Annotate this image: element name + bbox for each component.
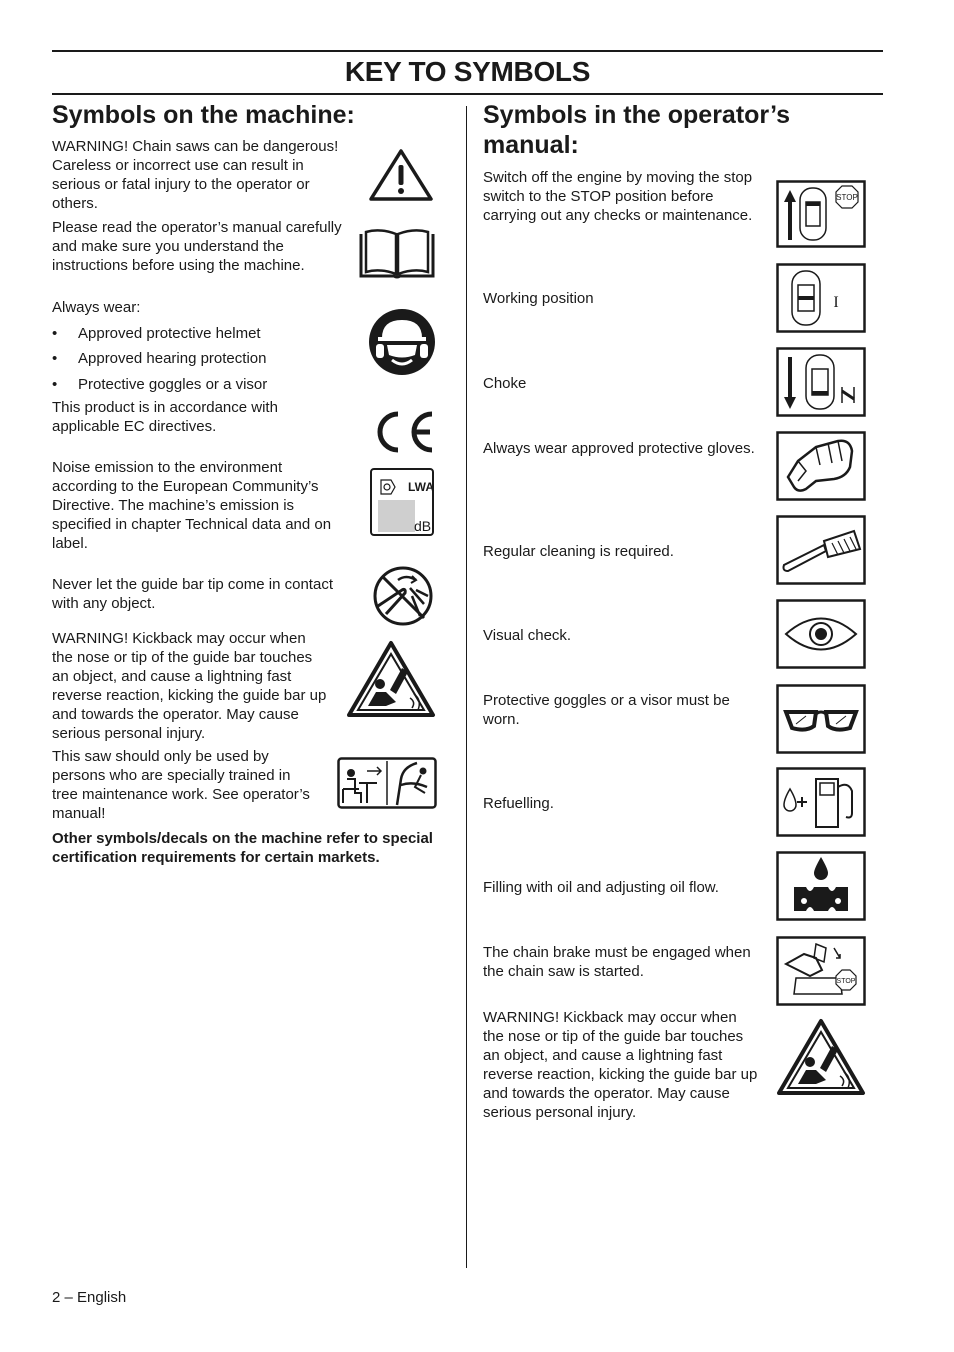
- always-wear-label: Always wear:: [52, 299, 141, 316]
- svg-text:STOP: STOP: [836, 193, 858, 202]
- svg-text:I: I: [833, 294, 839, 311]
- manual-item-text-cleaning: Regular cleaning is required.: [483, 543, 674, 560]
- kickback-warning-icon: [346, 640, 436, 718]
- kickback-text: WARNING! Kickback may occur when the nose or tip of the guide bar touches an object, and cause a lightning fast reverse reaction, kicking the guide bar up and towards the operator. May cause serious personal injury.: [52, 630, 327, 742]
- manual-text: Please read the operator’s manual carefully and make sure you understand the instructions before using the machine.: [52, 219, 342, 274]
- eye-icon: [776, 599, 866, 669]
- manual-item-text-gloves: Always wear approved protective gloves.: [483, 440, 755, 457]
- stop-switch-icon: [776, 180, 866, 248]
- manual-item-text-kickback: WARNING! Kickback may occur when the nose or tip of the guide bar touches an object, and cause a lightning fast reverse reaction, kicking the guide bar up and towards the operator. May cause serious personal injury.: [483, 1009, 758, 1121]
- noise-emission-label-icon: LWA dB: [370, 468, 434, 536]
- column-divider: [466, 106, 467, 1268]
- manual-item-text-oil: Filling with oil and adjusting oil flow.: [483, 879, 719, 896]
- working-position-icon: [776, 263, 866, 333]
- manual-item-text-choke: Choke: [483, 375, 527, 392]
- ce-mark-icon: [368, 408, 436, 456]
- chain-brake-icon: [776, 936, 866, 1006]
- guide-bar-tip-icon: [372, 566, 434, 626]
- ce-text: This product is in accordance with applicable EC directives.: [52, 399, 278, 435]
- right-heading-line2: manual:: [483, 131, 579, 159]
- noise-text: Noise emission to the environment according to the European Community’s Directive. The machine’s emission is specified in chapter Technical data and on label.: [52, 459, 332, 552]
- manual-item-text-visual: Visual check.: [483, 627, 572, 644]
- trained-operator-icon: [337, 757, 437, 809]
- manual-item-text-goggles: Protective goggles or a visor must be worn.: [483, 692, 730, 728]
- choke-icon: [776, 347, 866, 417]
- warning-triangle-icon: [368, 148, 434, 202]
- page-footer: 2 – English: [52, 1289, 127, 1306]
- gloves-icon: [776, 431, 866, 501]
- other-symbols-text: Other symbols/decals on the machine refer to special certification requirements for certain markets.: [52, 830, 433, 866]
- kickback-warning-icon-manual: [776, 1018, 866, 1096]
- manual-item-text-chainbrake: The chain brake must be engaged when the chain saw is started.: [483, 944, 751, 980]
- manual-item-text-working: Working position: [483, 290, 594, 307]
- left-heading: Symbols on the machine:: [52, 101, 355, 129]
- trained-text: This saw should only be used by persons who are specially trained in tree maintenance work. See operator’s manual!: [52, 748, 310, 822]
- fuel-pump-icon: [776, 767, 866, 837]
- title-rule: [52, 93, 883, 95]
- manual-item-text-refuelling: Refuelling.: [483, 795, 554, 812]
- manual-item-text-stop: Switch off the engine by moving the stop switch to the STOP position before carrying out any checks or maintenance.: [483, 169, 753, 224]
- warning-text: WARNING! Chain saws can be dangerous! Careless or incorrect use can result in serious or fatal injury to the operator or others.: [52, 138, 339, 212]
- oil-chain-icon: [776, 851, 866, 921]
- page-title: KEY TO SYMBOLS: [344, 56, 591, 87]
- goggles-icon: [776, 684, 866, 754]
- brush-icon: [776, 515, 866, 585]
- svg-text:STOP: STOP: [836, 978, 856, 985]
- top-rule: [52, 50, 883, 52]
- open-book-icon: [358, 228, 436, 280]
- helmet-hearing-goggles-icon: [368, 308, 436, 376]
- tip-text: Never let the guide bar tip come in contact with any object.: [52, 576, 333, 612]
- right-heading-line1: Symbols in the operator’s: [483, 101, 791, 129]
